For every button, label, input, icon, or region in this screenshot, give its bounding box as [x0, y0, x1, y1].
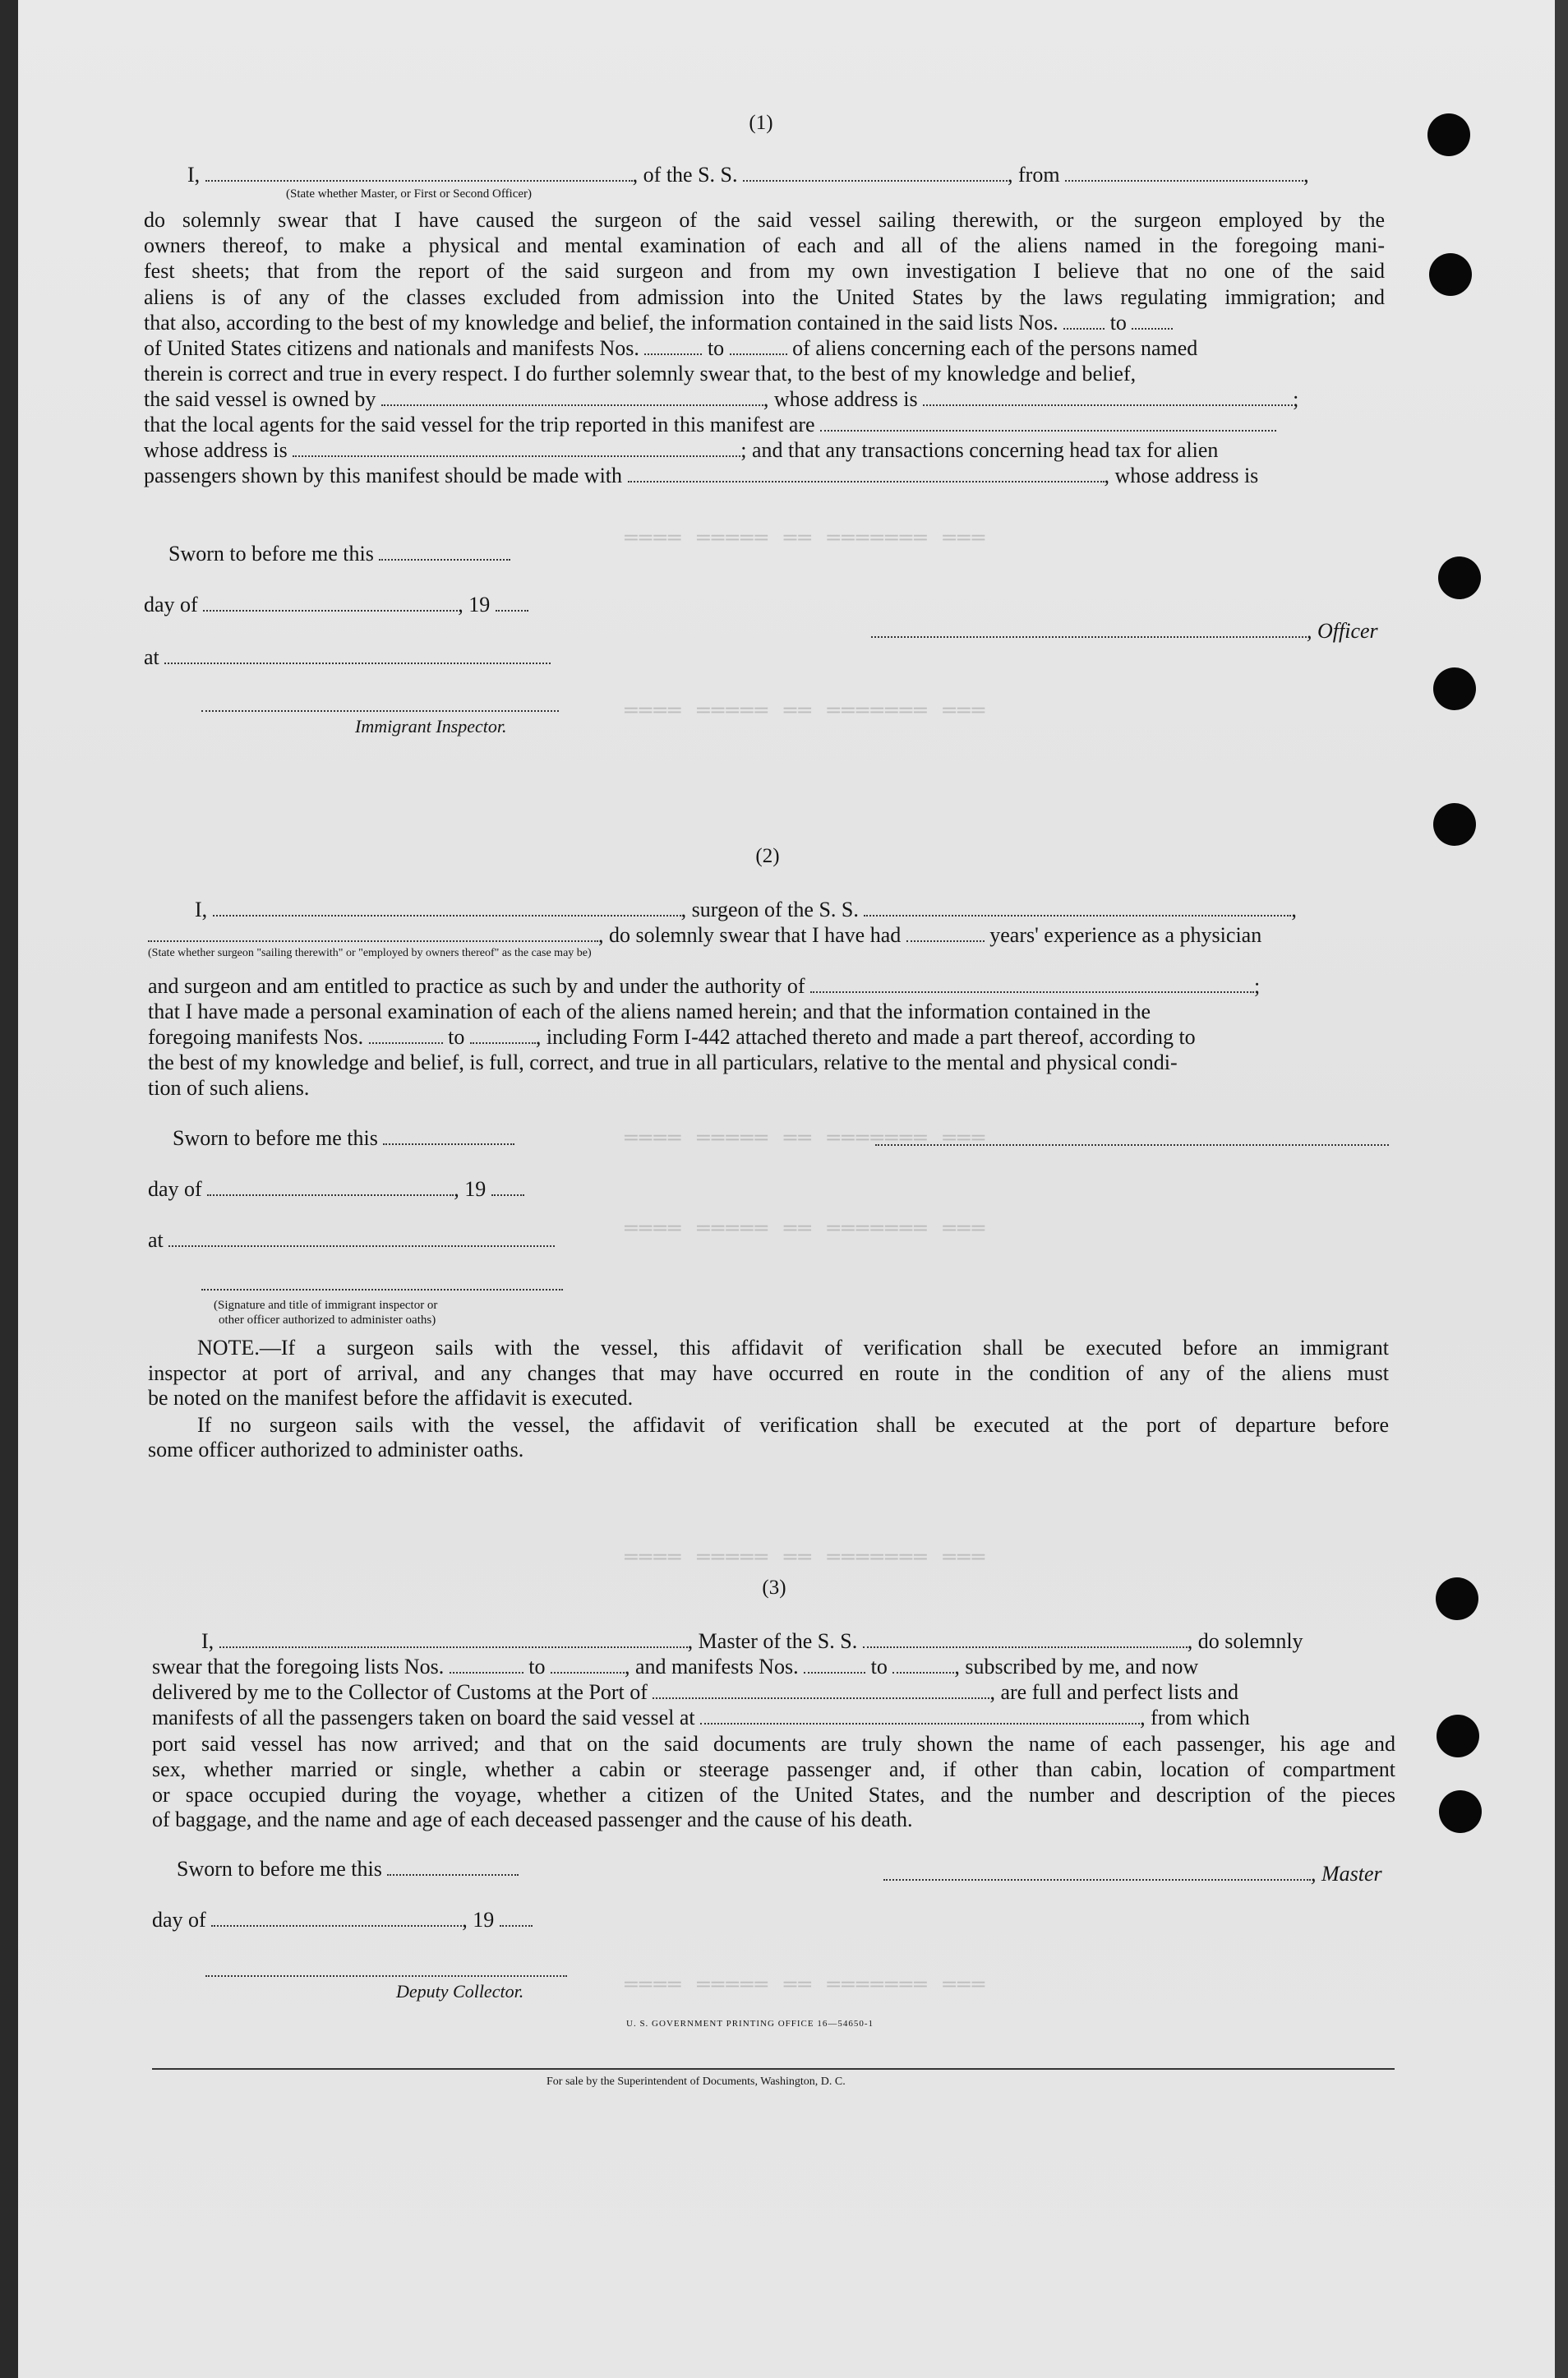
- manifests-numbers-line: of United States citizens and nationals and manifests Nos. to of aliens concerning each of the persons named: [144, 336, 1198, 360]
- officer-oath-line: I, , of the S. S. , from ,: [187, 163, 1309, 187]
- section-number: (3): [762, 1577, 786, 1599]
- collector-signature-field[interactable]: [205, 1975, 567, 1977]
- authority-line: and surgeon and am entitled to practice as such by and under the authority of ;: [148, 974, 1261, 998]
- inspector-signature-field[interactable]: [201, 1289, 563, 1291]
- list-no-to-field[interactable]: [1132, 312, 1173, 330]
- list-no-from-field[interactable]: [1063, 312, 1105, 330]
- vessel-name-field[interactable]: [743, 164, 1008, 182]
- bleed-through-texture: ════ ═════ ══ ═══════ ═══: [625, 1217, 987, 1241]
- at-line: at: [148, 1228, 555, 1253]
- day-of-line: day of , 19: [144, 593, 528, 617]
- sworn-line: Sworn to before me this: [173, 1126, 514, 1151]
- master-list-from-field[interactable]: [450, 1655, 523, 1674]
- inspector-signature-field[interactable]: [201, 710, 559, 712]
- bleed-through-texture: ════ ═════ ══ ═══════ ═══: [625, 1126, 987, 1151]
- owner-field[interactable]: [381, 388, 763, 406]
- day-of-field[interactable]: [211, 1909, 462, 1927]
- punch-hole-icon: [1427, 113, 1470, 156]
- port-field[interactable]: [653, 1681, 989, 1699]
- local-agents-field[interactable]: [820, 413, 1276, 432]
- manifest-no-to-field[interactable]: [730, 337, 787, 355]
- master-vessel-field[interactable]: [863, 1630, 1188, 1648]
- knowledge-line: the best of my knowledge and belief, is full, correct, and true in all particulars, relative to the mental and physical condi-: [148, 1050, 1178, 1074]
- master-list-to-field[interactable]: [551, 1655, 625, 1674]
- boarding-port-line: manifests of all the passengers taken on board the said vessel at , from which: [152, 1706, 1250, 1729]
- year-field[interactable]: [496, 593, 528, 612]
- section-number: (1): [749, 112, 773, 134]
- printing-office-line: U. S. GOVERNMENT PRINTING OFFICE 16—54650-1: [626, 2019, 874, 2029]
- surgeon-vessel-field[interactable]: [864, 898, 1291, 917]
- footer-rule: [152, 2068, 1395, 2070]
- surgeon-name-field[interactable]: [213, 898, 681, 917]
- officer-signature-line: , Officer: [871, 619, 1378, 644]
- vessel-owner-line: the said vessel is owned by , whose address is ;: [144, 387, 1299, 411]
- bleed-through-texture: ════ ═════ ══ ═══════ ═══: [625, 699, 987, 723]
- surgeon-experience-line: , do solemnly swear that I have had years' experience as a physician: [148, 923, 1261, 948]
- punch-hole-icon: [1433, 803, 1476, 846]
- surgeon-manifest-from-field[interactable]: [369, 1026, 443, 1044]
- day-of-line: day of , 19: [152, 1908, 533, 1932]
- surgeon-role-note: (State whether surgeon "sailing therewith" or "employed by owners thereof" as the case may be): [148, 947, 592, 959]
- day-of-field[interactable]: [203, 593, 458, 612]
- at-place-field[interactable]: [164, 646, 551, 664]
- master-oath-line: I, , Master of the S. S. , do solemnly: [201, 1629, 1303, 1653]
- boarding-port-field[interactable]: [700, 1706, 1140, 1725]
- surgeon-role-field[interactable]: [148, 924, 598, 942]
- officer-name-field[interactable]: [205, 164, 633, 182]
- bleed-through-texture: ════ ═════ ══ ═══════ ═══: [625, 1545, 987, 1570]
- head-tax-party-field[interactable]: [628, 464, 1105, 483]
- bleed-through-texture: ════ ═════ ══ ═══════ ═══: [625, 1973, 987, 1997]
- lists-numbers-line: that also, according to the best of my knowledge and belief, the information contained in the said lists Nos. to: [144, 311, 1173, 335]
- punch-hole-icon: [1437, 1715, 1479, 1757]
- day-of-field[interactable]: [207, 1178, 454, 1196]
- no-surgeon-note: If no surgeon sails with the vessel, the affidavit of verification shall be executed at the port of departure before: [197, 1413, 1389, 1437]
- sworn-date-field[interactable]: [387, 1858, 519, 1876]
- year-field[interactable]: [500, 1909, 533, 1927]
- local-agents-line: that the local agents for the said vessel for the trip reported in this manifest are: [144, 413, 1276, 437]
- head-tax-line: passengers shown by this manifest should be made with , whose address is: [144, 464, 1259, 487]
- agent-address-field[interactable]: [293, 439, 740, 457]
- year-field[interactable]: [491, 1178, 524, 1196]
- at-place-field[interactable]: [168, 1229, 555, 1247]
- aliens-line: tion of such aliens.: [148, 1076, 310, 1100]
- passenger-details-paragraph: port said vessel has now arrived; and that on the said documents are truly shown the name of each passenger, his age and sex, whether married or single, whether a cabin or steerage passenger and, if other than cabin, location of compartment or space occupied during the voyage, whether a citizen of the United States, and the number and description of the pieces: [152, 1732, 1395, 1808]
- no-surgeon-note-end: some officer authorized to administer oaths.: [148, 1438, 524, 1461]
- surgeon-manifest-to-field[interactable]: [470, 1026, 536, 1044]
- punch-hole-icon: [1438, 556, 1481, 599]
- manifest-forms-line: foregoing manifests Nos. to , including Form I-442 attached thereto and made a part thereof, according to: [148, 1025, 1196, 1049]
- oath-sentence-line: therein is correct and true in every respect. I do further solemnly swear that, to the best of my knowledge and belief,: [144, 362, 1137, 386]
- agent-address-line: whose address is ; and that any transactions concerning head tax for alien: [144, 438, 1219, 462]
- surgeon-signature-field[interactable]: [875, 1144, 1389, 1146]
- scan-edge-right: [1555, 0, 1568, 2378]
- master-signature-line: , Master: [883, 1862, 1382, 1886]
- owner-address-field[interactable]: [923, 388, 1293, 406]
- from-port-field[interactable]: [1065, 164, 1303, 182]
- master-lists-line: swear that the foregoing lists Nos. to , and manifests Nos. to , subscribed by me, and now: [152, 1655, 1199, 1678]
- master-signature-field[interactable]: [883, 1863, 1311, 1881]
- passenger-details-end: of baggage, and the name and age of each deceased passenger and the cause of his death.: [152, 1808, 913, 1831]
- master-name-field[interactable]: [219, 1630, 688, 1648]
- day-of-line: day of , 19: [148, 1177, 524, 1202]
- signature-note: (Signature and title of immigrant inspector or: [214, 1299, 438, 1312]
- punch-hole-icon: [1429, 253, 1472, 296]
- officer-signature-field[interactable]: [871, 620, 1307, 638]
- surgeon-note-paragraph-end: be noted on the manifest before the affidavit is executed.: [148, 1386, 634, 1410]
- oath-paragraph: do solemnly swear that I have caused the surgeon of the said vessel sailing therewith, or the surgeon employed by the owners thereof, to make a physical and mental examination of each and all of the aliens named in the foregoing mani- fest sheets; that from the report of the said surgeon and from my own investigation I believe that no one of the said aliens is of any of the classes excluded from admission into the United States by the laws regulating immigration; and: [144, 208, 1385, 309]
- collector-label: Deputy Collector.: [396, 1981, 524, 2002]
- signature-note: other officer authorized to administer oaths): [219, 1314, 436, 1327]
- sworn-line: Sworn to before me this: [177, 1857, 519, 1882]
- sworn-date-field[interactable]: [379, 543, 510, 561]
- surgeon-oath-line: I, , surgeon of the S. S. ,: [195, 898, 1297, 921]
- surgeon-note-paragraph: NOTE.—If a surgeon sails with the vessel, this affidavit of verification shall be executed before an immigrant inspector at port of arrival, and any changes that may have occurred en route in the condition of any of the aliens must: [148, 1336, 1389, 1386]
- sworn-line: Sworn to before me this: [168, 542, 510, 566]
- punch-hole-icon: [1433, 667, 1476, 710]
- punch-hole-icon: [1439, 1790, 1482, 1833]
- collector-port-line: delivered by me to the Collector of Customs at the Port of , are full and perfect lists and: [152, 1680, 1238, 1704]
- punch-hole-icon: [1436, 1577, 1478, 1620]
- scan-edge-left: [0, 0, 18, 2378]
- sworn-date-field[interactable]: [383, 1127, 514, 1145]
- master-manifest-from-field[interactable]: [804, 1655, 865, 1674]
- officer-role-note: (State whether Master, or First or Second Officer): [286, 187, 533, 201]
- bleed-through-texture: ════ ═════ ══ ═══════ ═══: [625, 526, 987, 551]
- authority-field[interactable]: [810, 975, 1254, 993]
- master-manifest-to-field[interactable]: [892, 1655, 954, 1674]
- experience-years-field[interactable]: [906, 924, 985, 942]
- for-sale-line: For sale by the Superintendent of Documents, Washington, D. C.: [546, 2076, 846, 2088]
- inspector-label: Immigrant Inspector.: [355, 716, 507, 736]
- section-number: (2): [755, 845, 780, 867]
- at-line: at: [144, 645, 551, 670]
- examination-line: that I have made a personal examination of each of the aliens named herein; and that the information contained in the: [148, 1000, 1151, 1023]
- manifest-no-from-field[interactable]: [644, 337, 702, 355]
